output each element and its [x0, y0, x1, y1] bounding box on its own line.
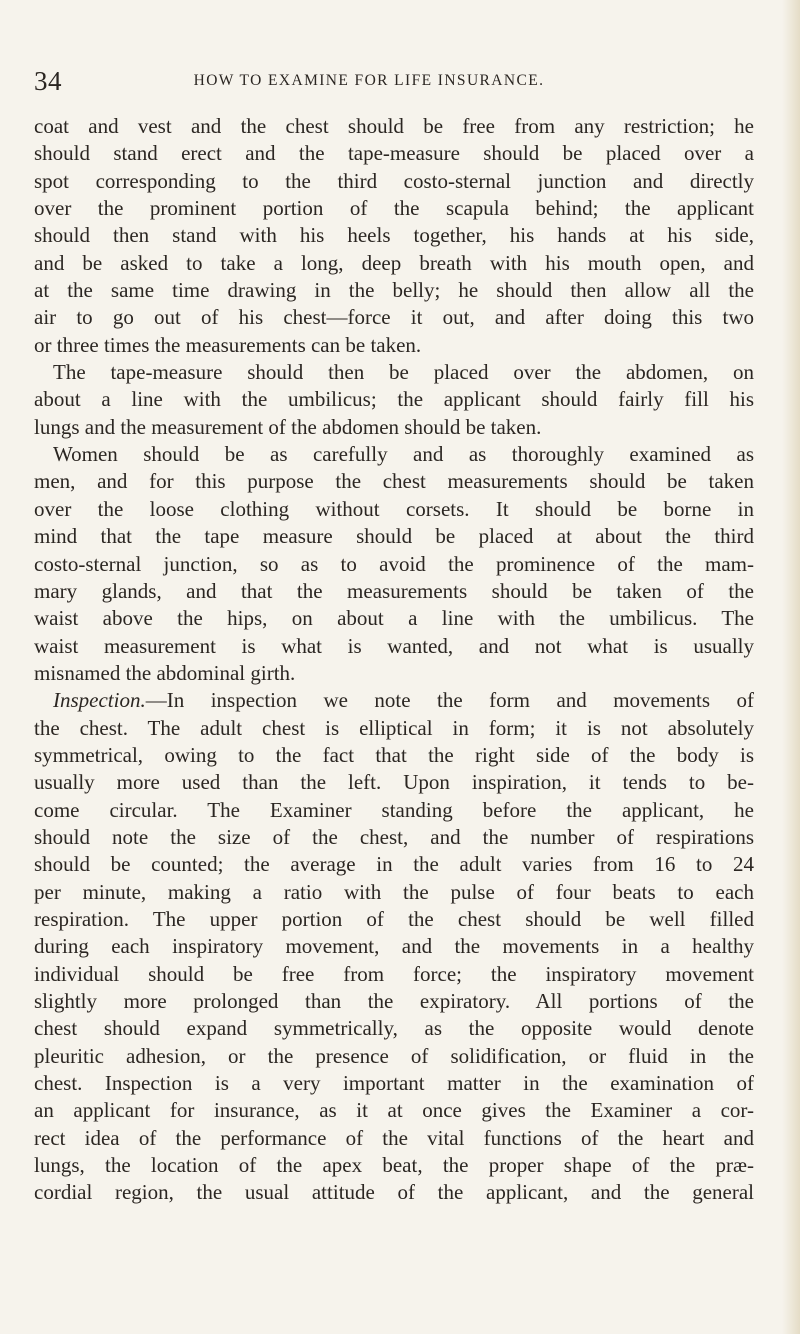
text-line: lungs, the location of the apex beat, the proper shape of the præ-: [34, 1153, 754, 1178]
text-line: misnamed the abdominal girth.: [34, 660, 296, 685]
text-line: about a line with the umbilicus; the applicant should fairly fill his: [34, 387, 754, 412]
text-line: or three times the measurements can be taken.: [34, 332, 422, 357]
text-line: coat and vest and the chest should be free from any restriction; he: [34, 114, 754, 138]
text-line: during each inspiratory movement, and the movements in a healthy: [34, 934, 754, 959]
text-line: waist above the hips, on about a line with the umbilicus. The: [34, 606, 754, 631]
text-line: should note the size of the chest, and the number of respirations: [34, 824, 754, 849]
text-line: lungs and the measurement of the abdomen should be taken.: [34, 414, 542, 439]
text-line: air to go out of his chest—force it out, and after doing this two: [34, 305, 754, 330]
paragraph-inspection: [34, 687, 754, 1207]
paragraph-abdomen-measurement: [34, 359, 754, 441]
text-line: Women should be as carefully and as thoroughly examined as: [53, 442, 754, 467]
text-line: waist measurement is what is wanted, and not what is usually: [34, 633, 754, 658]
page-edge-shadow: [782, 0, 800, 1334]
text-line: should then stand with his heels together, his hands at his side,: [34, 223, 754, 248]
text-line: rect idea of the performance of the vital functions of the heart and: [34, 1125, 754, 1150]
section-heading-inspection: Inspection.: [53, 688, 146, 713]
text-line: The tape-measure should then be placed over the abdomen, on: [53, 360, 754, 385]
running-head: HOW TO EXAMINE FOR LIFE INSURANCE.: [193, 72, 545, 89]
text-line: over the loose clothing without corsets. It should be borne in: [34, 496, 754, 521]
text-line: cordial region, the usual attitude of the applicant, and the general: [34, 1180, 754, 1205]
text-line: pleuritic adhesion, or the presence of solidification, or fluid in the: [34, 1043, 754, 1068]
text-line: should be counted; the average in the adult varies from 16 to 24: [34, 852, 754, 877]
text-line: chest. Inspection is a very important matter in the examination of: [34, 1071, 754, 1096]
text-line: an applicant for insurance, as it at once gives the Examiner a cor-: [34, 1098, 754, 1123]
text-line: should stand erect and the tape-measure should be placed over a: [34, 141, 754, 166]
paragraph-chest-measurement: [34, 113, 754, 359]
text-line: [34, 687, 754, 714]
text-line: come circular. The Examiner standing before the applicant, he: [34, 797, 754, 822]
text-line: usually more used than the left. Upon inspiration, it tends to be-: [34, 770, 754, 795]
text-line: the chest. The adult chest is elliptical in form; it is not absolutely: [34, 715, 754, 740]
paragraph-women-examination: [34, 441, 754, 687]
text-line: chest should expand symmetrically, as the opposite would denote: [34, 1016, 754, 1041]
text-line: spot corresponding to the third costo-sternal junction and directly: [34, 168, 754, 193]
text-line: men, and for this purpose the chest measurements should be taken: [34, 469, 754, 494]
inspection-first-line: —In inspection we note the form and movements of: [145, 688, 754, 713]
text-line: slightly more prolonged than the expiratory. All portions of the: [34, 989, 754, 1013]
text-line: individual should be free from force; the inspiratory movement: [34, 961, 754, 986]
text-line: respiration. The upper portion of the chest should be well filled: [34, 906, 754, 931]
text-line: mary glands, and that the measurements should be taken of the: [34, 578, 754, 603]
page-header: [34, 66, 754, 96]
page-number: 34: [34, 66, 62, 96]
text-line: symmetrical, owing to the fact that the right side of the body is: [34, 742, 754, 767]
text-line: mind that the tape measure should be placed at about the third: [34, 524, 754, 549]
text-line: costo-sternal junction, so as to avoid the prominence of the mam-: [34, 551, 754, 576]
text-line: and be asked to take a long, deep breath with his mouth open, and: [34, 250, 754, 275]
text-line: over the prominent portion of the scapula behind; the applicant: [34, 196, 754, 221]
text-line: at the same time drawing in the belly; he should then allow all the: [34, 278, 754, 303]
text-line: per minute, making a ratio with the pulse of four beats to each: [34, 879, 754, 904]
body-text: [34, 113, 754, 1207]
